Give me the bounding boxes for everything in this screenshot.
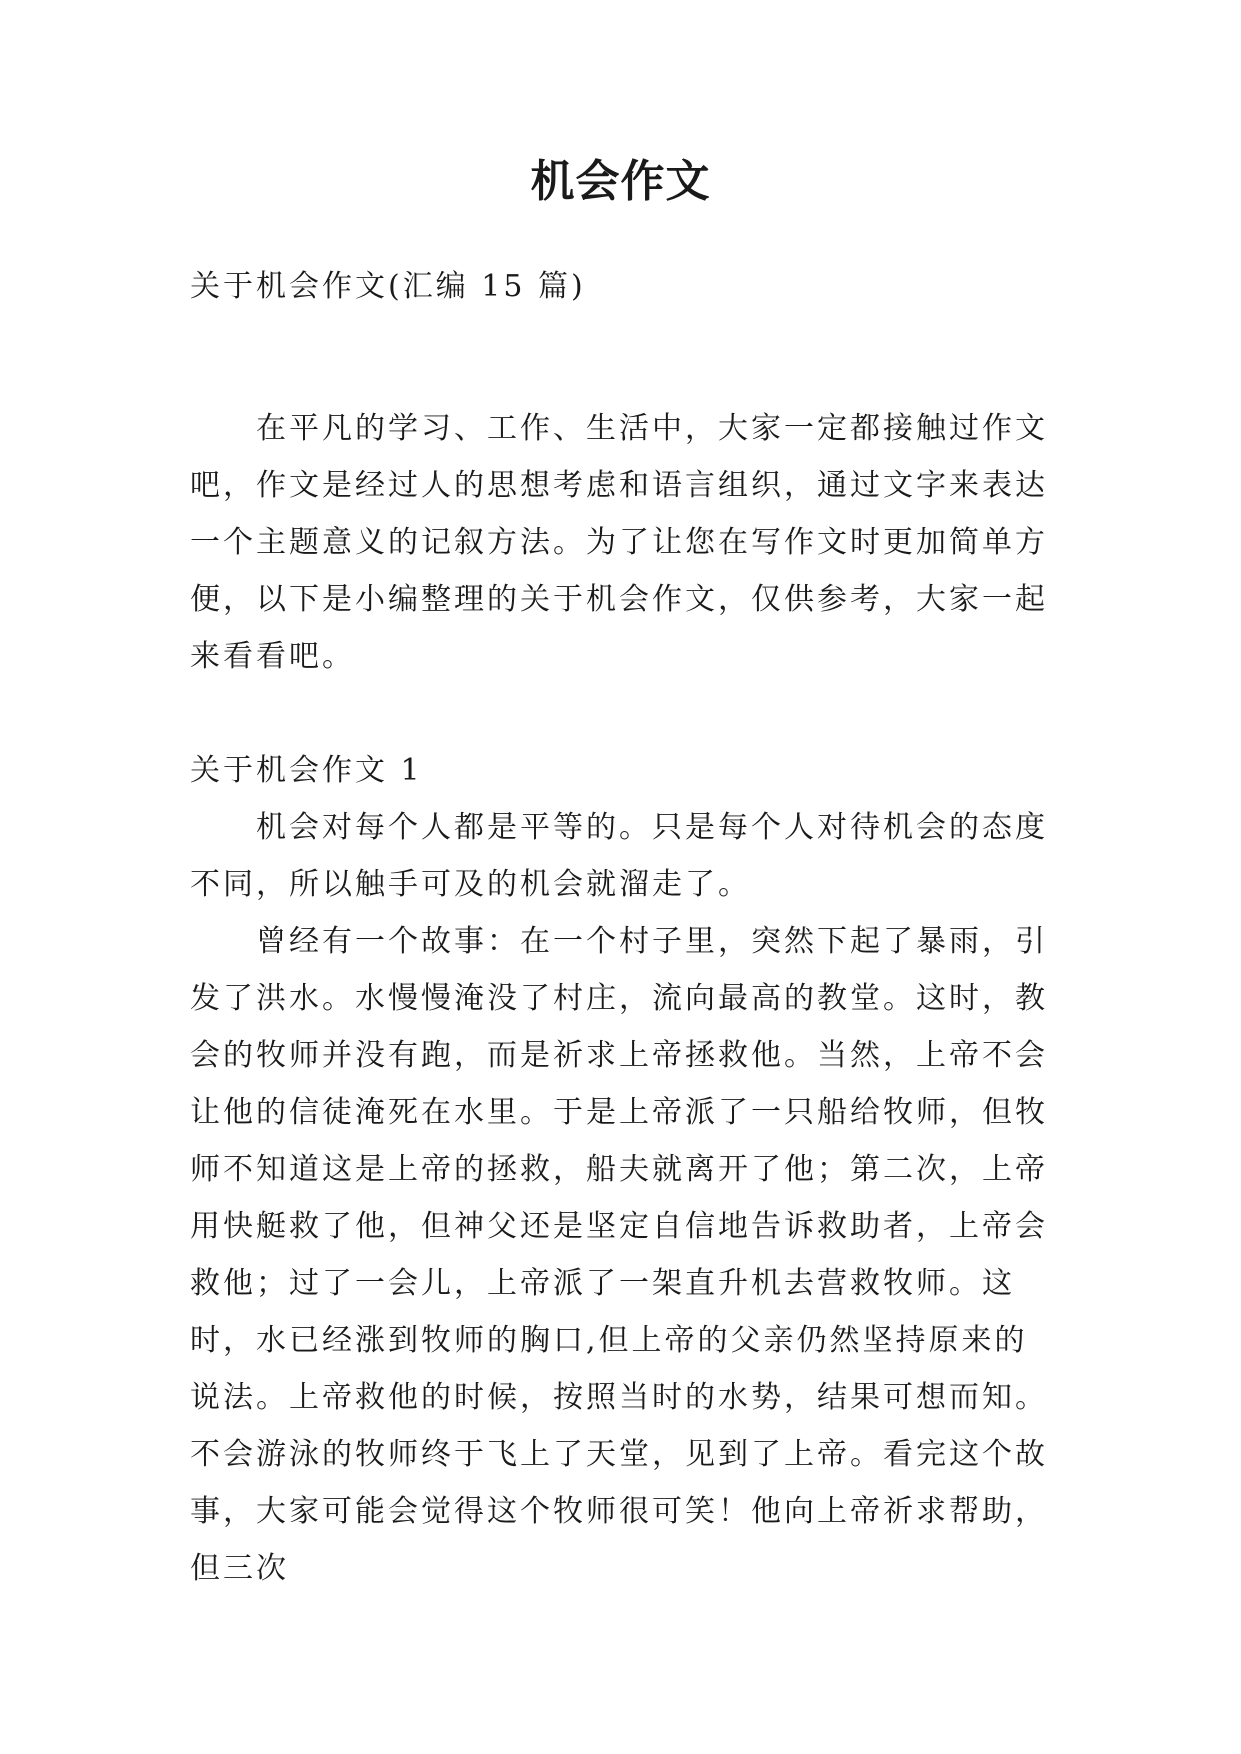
document-subtitle: 关于机会作文(汇编 15 篇) xyxy=(190,269,586,304)
document-title: 机会作文 xyxy=(530,156,711,207)
section-paragraph-1: 机会对每个人都是平等的。只是每个人对待机会的态度不同，所以触手可及的机会就溜走了。 xyxy=(190,810,1048,902)
section-paragraph-2: 曾经有一个故事：在一个村子里，突然下起了暴雨，引发了洪水。水慢慢淹没了村庄，流向最高的教堂。这时，教会的牧师并没有跑，而是祈求上帝拯救他。当然，上帝不会让他的信徒淹死在水里。于是上帝派了一只船给牧师，但牧师不知道这是上帝的拯救，船夫就离开了他；第二次，上帝用快艇救了他，但神父还是坚定自信地告诉救助者，上帝会救他；过了一会儿，上帝派了一架直升机去营救牧师。这时，水已经涨到牧师的胸口,但上帝的父亲仍然坚持原来的说法。上帝救他的时候，按照当时的水势，结果可想而知。不会游泳的牧师终于飞上了天堂，见到了上帝。看完这个故事，大家可能会觉得这个牧师很可笑！他向上帝祈求帮助，但三次 xyxy=(190,924,1048,1586)
intro-paragraph: 在平凡的学习、工作、生活中，大家一定都接触过作文吧，作文是经过人的思想考虑和语言组织，通过文字来表达一个主题意义的记叙方法。为了让您在写作文时更加简单方便，以下是小编整理的关于机会作文，仅供参考，大家一起来看看吧。 xyxy=(190,411,1048,674)
section-heading: 关于机会作文 1 xyxy=(190,753,423,788)
